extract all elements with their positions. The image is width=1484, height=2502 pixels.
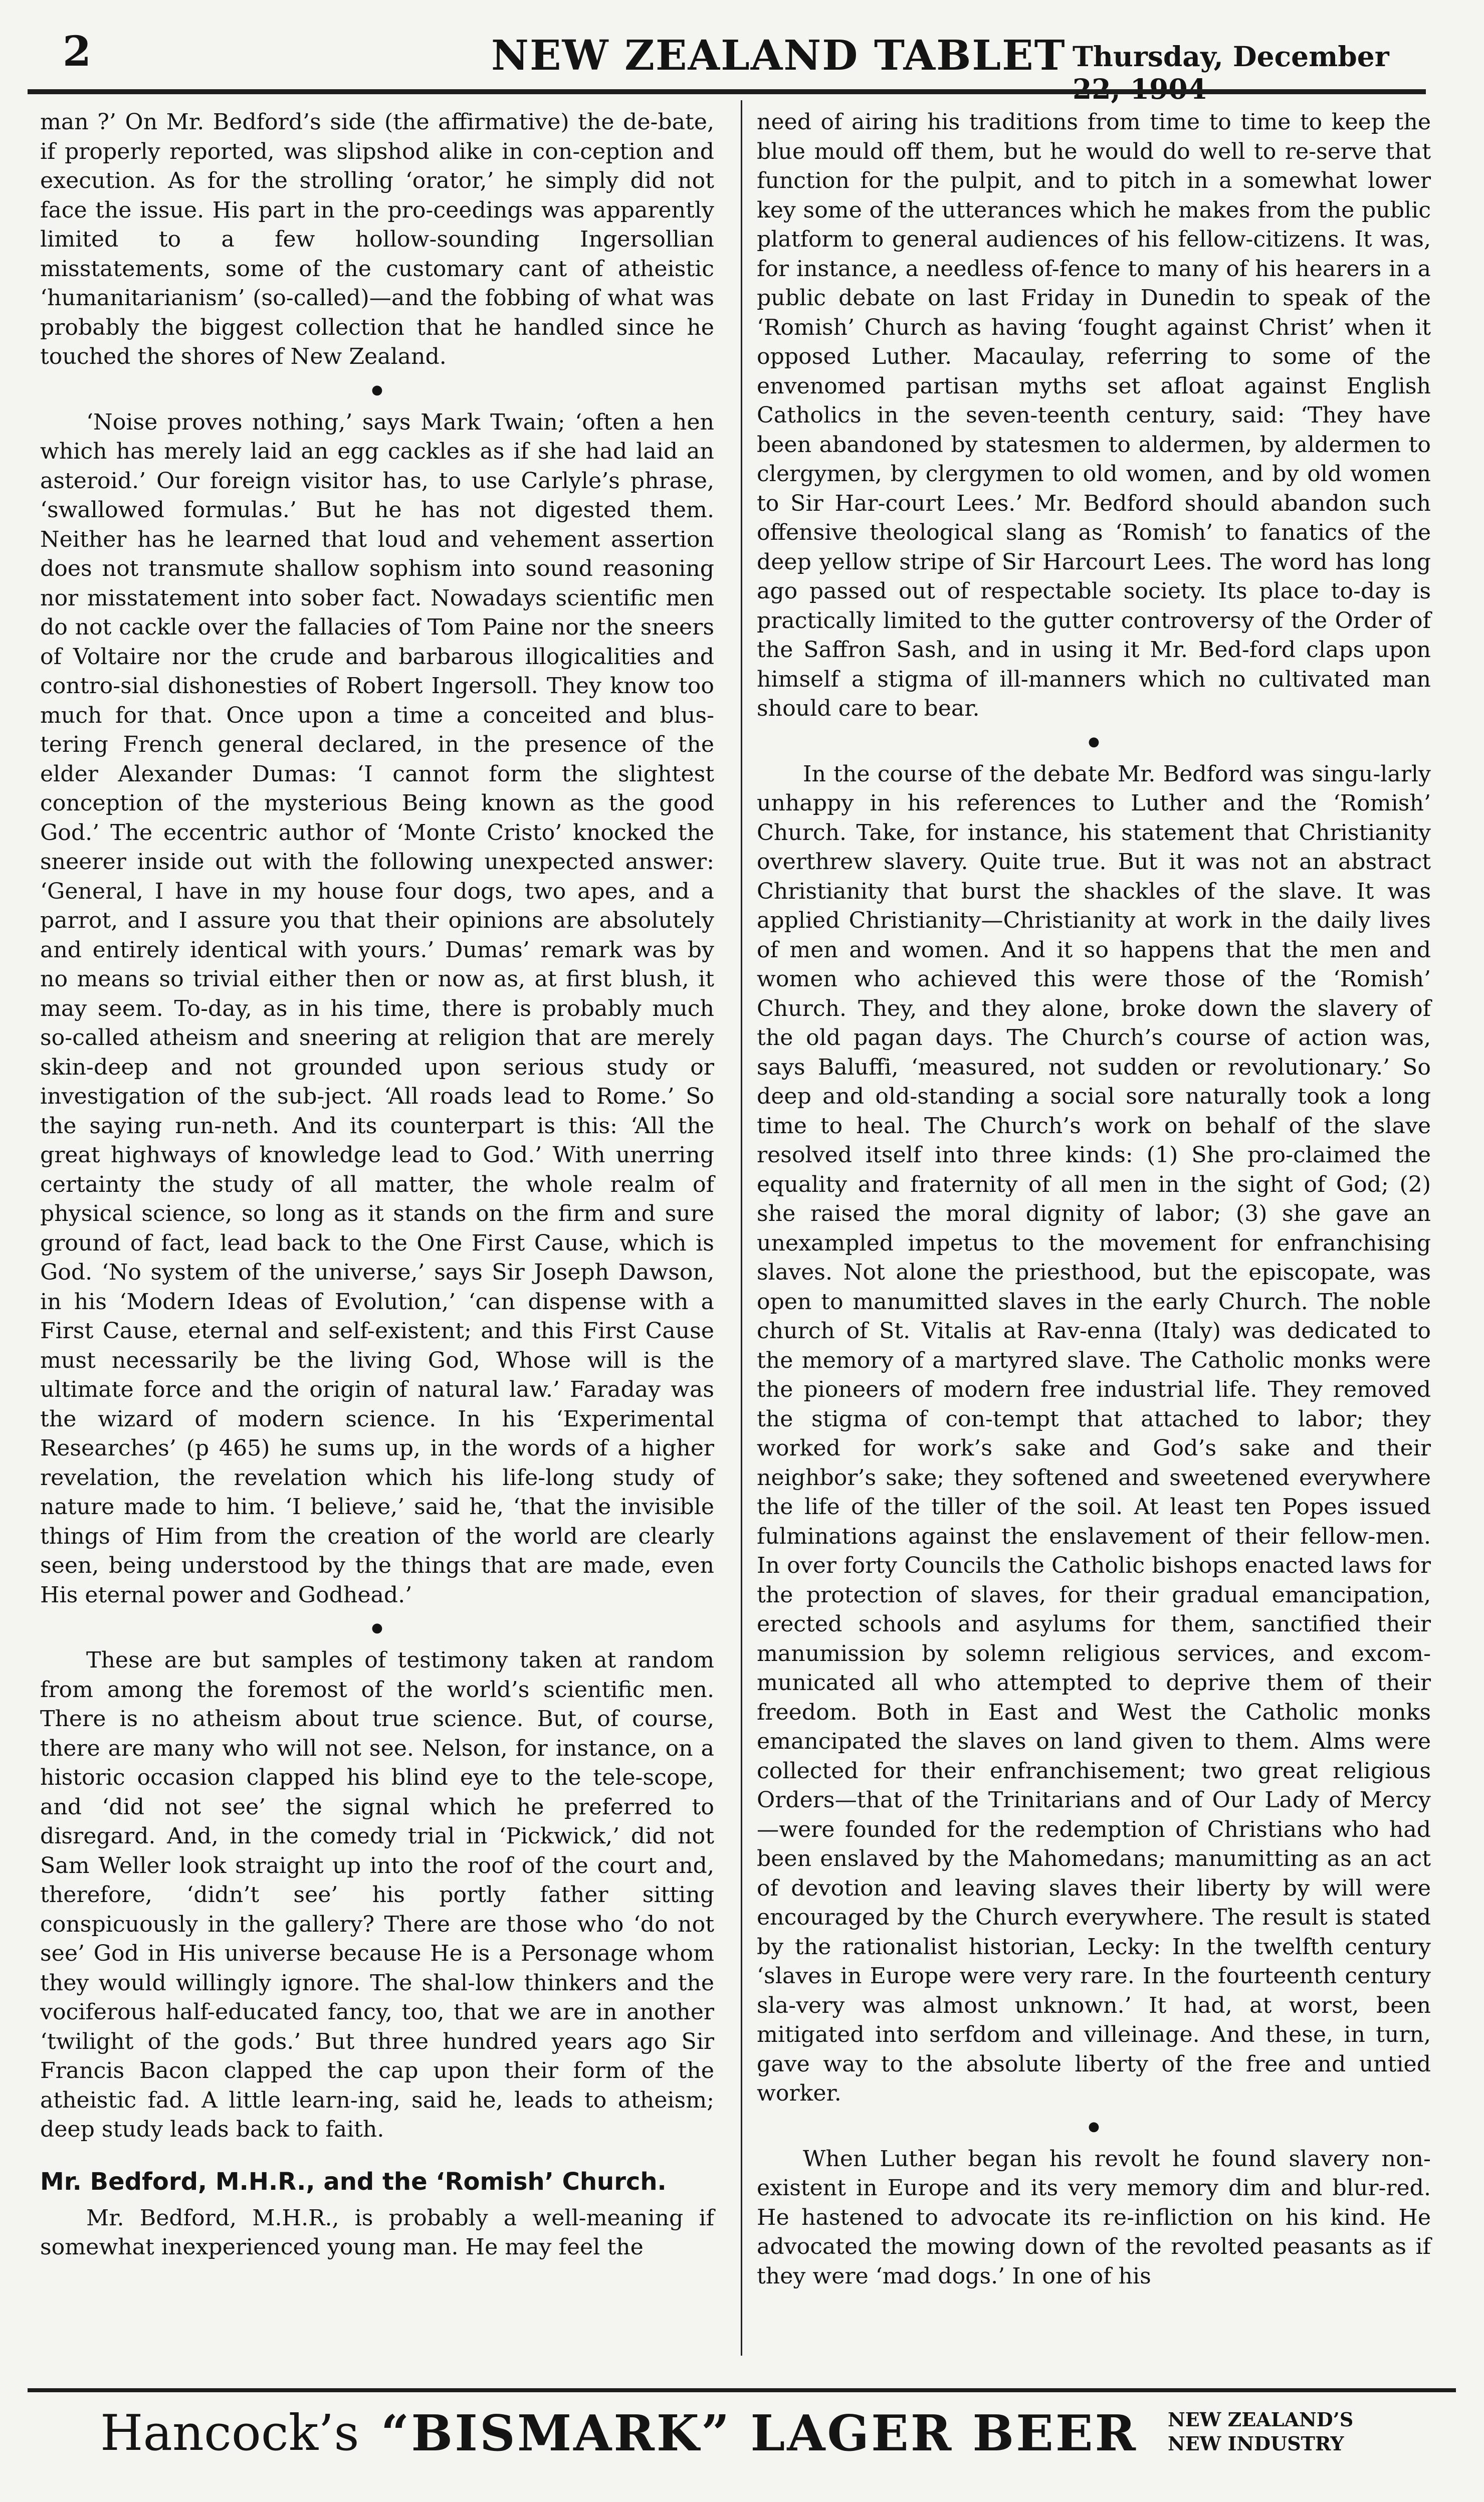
right-paragraph-2: In the course of the debate Mr. Bedford was singu-larly unhappy in his references to Luther and the ‘Romish’ Church. Take, for instance, his statement that Christianity overthrew slavery. Quite true. But it was not an abstract Christianity that burst the shackles of the slave. It was applied Christianity—Christianity at work in the daily lives of men and women. And it so happens that the men and women who achieved this were those of the ‘Romish’ Church. They, and they alone, broke down the slavery of the old pagan days. The Church’s course of action was, says Baluffi, ‘measured, not sudden or revolutionary.’ So deep and old-standing a social sore naturally took a long time to heal. The Church’s work on behalf of the slave resolved itself into three kinds: (1) She pro-claimed the equality and fraternity of all men in the sight of God; (2) she raised the moral dignity of labor; (3) she gave an unexampled impetus to the movement for enfranchising slaves. Not alone the priesthood, but the episcopate, was open to manumitted slaves in the early Church. The noble church of St. Vitalis at Rav-enna (Italy) was dedicated to the memory of a martyred slave. The Catholic monks were the pioneers of modern free industrial life. They removed the stigma of con-tempt that attached to labor; they worked for work’s sake and God’s sake and their neighbor’s sake; they softened and sweetened everywhere the life of the tiller of the soil. At least ten Popes issued fulminations against the enslavement of their fellow-men. In over forty Councils the Catholic bishops enacted laws for the protection of slaves, for their gradual emancipation, erected schools and asylums for them, sanctified their manumission by solemn religious services, and excom-municated all who attempted to deprive them of their freedom. Both in East and West the Catholic monks emancipated the slaves on land given to them. Alms were collected for their enfranchisement; two great religious Orders—that of the Trinitarians and of Our Lady of Mercy—were founded for the redemption of Christians who had been enslaved by the Mahomedans; manumitting as an act of devotion and leaving slaves their liberty by will were encouraged by the Church everywhere. The result is stated by the rationalist historian, Lecky: In the twelfth century ‘slaves in Europe were very rare. In the fourteenth century sla-very was almost unknown.’ It had, at worst, been mitigated into serfdom and villeinage. And these, in turn, gave way to the absolute liberty of the free and untied worker.: [757, 761, 1431, 2106]
left-paragraph-2: ‘Noise proves nothing,’ says Mark Twain; ‘often a hen which has merely laid an egg cackles as if she had laid an asteroid.’ Our foreign visitor has, to use Carlyle’s phrase, ‘swallowed formulas.’ But he has not digested them. Neither has he learned that loud and vehement assertion does not transmute shallow sophism into sound reasoning nor misstatement into sober fact. Nowadays scientific men do not cackle over the fallacies of Tom Paine nor the sneers of Voltaire nor the crude and barbarous illogicalities and contro-sial dishonesties of Robert Ingersoll. They know too much for that. Once upon a time a conceited and blus-tering French general declared, in the presence of the elder Alexander Dumas: ‘I cannot form the slightest conception of the mysterious Being known as the good God.’ The eccentric author of ‘Monte Cristo’ knocked the sneerer inside out with the following unexpected answer: ‘General, I have in my house four dogs, two apes, and a parrot, and I assure you that their opinions are absolutely and entirely identical with yours.’ Dumas’ remark was by no means so trivial either then or now as, at first blush, it may seem. To-day, as in his time, there is probably much so-called atheism and sneering at religion that are merely skin-deep and not grounded upon serious study or investigation of the sub-ject. ‘All roads lead to Rome.’ So the saying run-neth. And its counterpart is this: ‘All the great highways of knowledge lead to God.’ With unerring certainty the study of all matter, the whole realm of physical science, so long as it stands on the firm and sure ground of fact, lead back to the One First Cause, which is God. ‘No system of the universe,’ says Sir Joseph Dawson, in his ‘Modern Ideas of Evolution,’ ‘can dispense with a First Cause, eternal and self-existent; and this First Cause must necessarily be the living God, Whose will is the ultimate force and the origin of natural law.’ Faraday was the wizard of modern science. In his ‘Experimental Researches’ (p 465) he sums up, in the words of a higher revelation, the revelation which his life-long study of nature made to him. ‘I believe,’ said he, ‘that the invisible things of Him from the creation of the world are clearly seen, being understood by the things that are made, even His eternal power and Godhead.’: [40, 409, 714, 1608]
left-paragraph-4: Mr. Bedford, M.H.R., is probably a well-meaning if somewhat inexperienced young man. He may feel the: [40, 2205, 714, 2260]
section-separator: ●: [1088, 734, 1100, 749]
footer-rule: [28, 2388, 1456, 2392]
page-number: 2: [63, 28, 92, 76]
section-heading: Mr. Bedford, M.H.R., and the ‘Romish’ Church.: [40, 2167, 667, 2196]
beer-advertisement: [100, 2401, 1428, 2466]
section-separator: ●: [371, 1620, 383, 1635]
ad-tagline-line-1: NEW ZEALAND’S: [1168, 2408, 1354, 2431]
ad-brand: Hancock’s: [100, 2405, 359, 2462]
left-paragraph-1: man ?’ On Mr. Bedford’s side (the affirmative) the de-bate, if properly reported, was slipshod alike in con-ception and execution. As for the strolling ‘orator,’ he simply did not face the issue. His part in the pro-ceedings was apparently limited to a few hollow-sounding Ingersollian misstatements, some of the customary cant of atheistic ‘humanitarianism’ (so-called)—and the fobbing of what was probably the biggest collection that he handled since he touched the shores of New Zealand.: [40, 109, 714, 369]
left-paragraph-3: These are but samples of testimony taken at random from among the foremost of the world’s scientific men. There is no atheism about true science. But, of course, there are many who will not see. Nelson, for instance, on a historic occasion clapped his blind eye to the tele-scope, and ‘did not see’ the signal which he preferred to disregard. And, in the comedy trial in ‘Pickwick,’ did not Sam Weller look straight up into the roof of the court and, therefore, ‘didn’t see’ his portly father sitting conspicuously in the gallery? There are those who ‘do not see’ God in His universe because He is a Personage whom they would willingly ignore. The shal-low thinkers and the vociferous half-educated fancy, too, that we are in another ‘twilight of the gods.’ But three hundred years ago Sir Francis Bacon clapped the cap upon their form of the atheistic fad. A little learn-ing, said he, leads to atheism; deep study leads back to faith.: [40, 1647, 714, 2142]
page-header: [28, 28, 1426, 85]
ad-tagline: [1168, 2408, 1393, 2456]
header-rule: [28, 89, 1426, 94]
section-separator: ●: [371, 382, 383, 397]
ad-product: “BISMARK” LAGER BEER: [381, 2405, 1138, 2462]
masthead-title: NEW ZEALAND TABLET: [491, 32, 1066, 80]
ad-tagline-line-2: NEW INDUSTRY: [1168, 2432, 1344, 2455]
left-column: [40, 108, 714, 2262]
right-paragraph-3: When Luther began his revolt he found slavery non-existent in Europe and its very memory dim and blur-red. He hastened to advocate its re-infliction on his kind. He advocated the mowing down of the revolted peasants as if they were ‘mad dogs.’ In one of his: [757, 2146, 1431, 2289]
right-column: [757, 108, 1431, 2291]
right-paragraph-1: need of airing his traditions from time to time to keep the blue mould off them, but he would do well to re-serve that function for the pulpit, and to pitch in a somewhat lower key some of the utterances which he makes from the public platform to general audiences of his fellow-citizens. It was, for instance, a needless of-fence to many of his hearers in a public debate on last Friday in Dunedin to speak of the ‘Romish’ Church as having ‘fought against Christ’ when it opposed Luther. Macaulay, referring to some of the envenomed partisan myths set afloat against English Catholics in the seven-teenth century, said: ‘They have been abandoned by statesmen to aldermen, by aldermen to clergymen, by clergymen to old women, and by old women to Sir Har-court Lees.’ Mr. Bedford should abandon such offensive theological slang as ‘Romish’ to fanatics of the deep yellow stripe of Sir Harcourt Lees. The word has long ago passed out of respectable society. Its place to-day is practically limited to the gutter controversy of the Order of the Saffron Sash, and in using it Mr. Bed-ford claps upon himself a stigma of ill-manners which no cultivated man should care to bear.: [757, 109, 1431, 721]
section-separator: ●: [1088, 2119, 1100, 2134]
column-rule: [741, 100, 742, 2356]
dateline: Thursday, December: [1073, 40, 1389, 73]
